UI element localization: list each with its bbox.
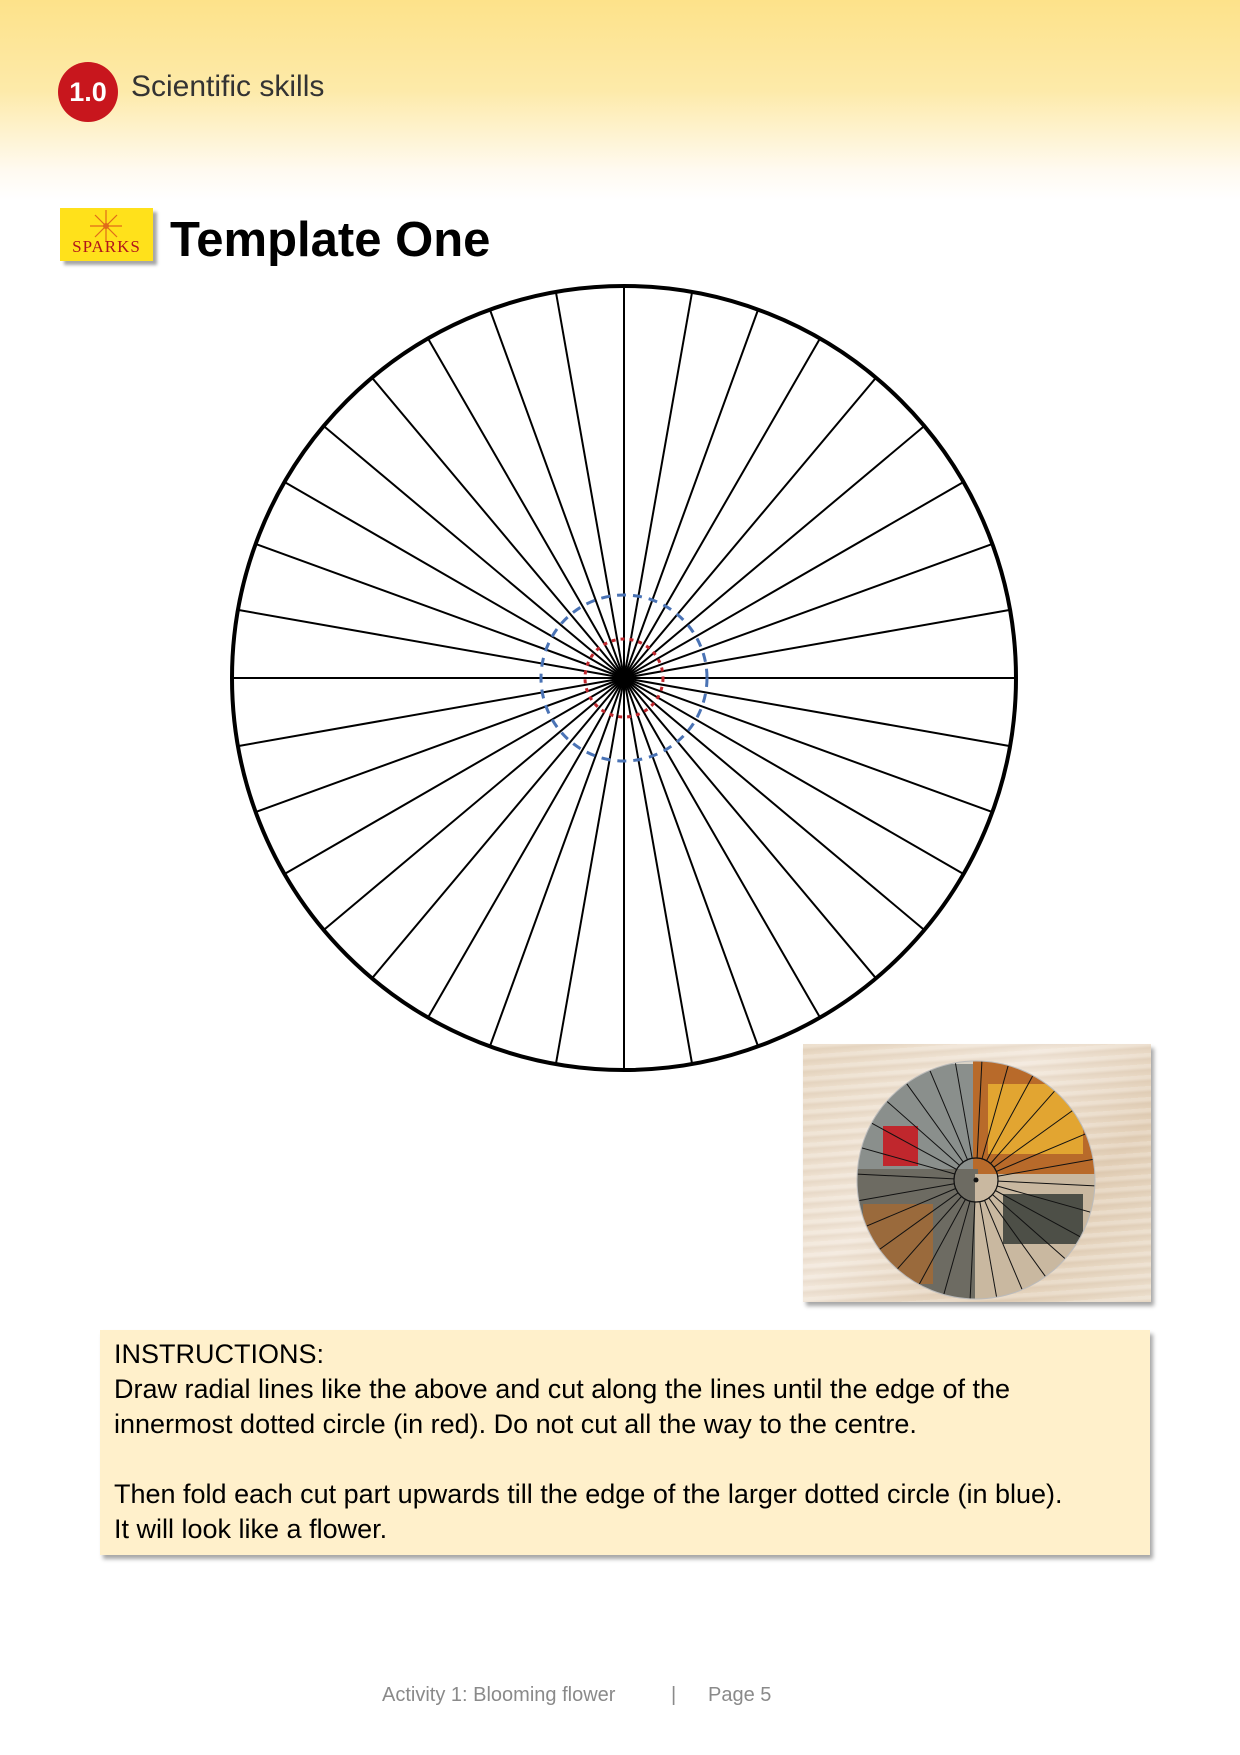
section-title: Scientific skills <box>131 70 325 103</box>
footer-activity: Activity 1: Blooming flower <box>382 1684 616 1706</box>
instructions-heading: INSTRUCTIONS: <box>114 1339 325 1369</box>
paper-flower-photo <box>803 1044 1151 1302</box>
logo-text: SPARKS <box>72 237 141 256</box>
radial-lines <box>232 286 1016 1070</box>
instructions-line: innermost dotted circle (in red). Do not cut all the way to the centre. <box>114 1409 917 1439</box>
footer-separator: | <box>671 1684 677 1706</box>
page-title: Template One <box>170 213 491 267</box>
photo-illustration <box>803 1044 1151 1302</box>
instructions-line: Then fold each cut part upwards till the edge of the larger dotted circle (in blue). <box>114 1479 1063 1509</box>
sparks-logo <box>60 208 153 261</box>
instructions-line: It will look like a flower. <box>114 1514 388 1544</box>
flower-template-diagram <box>0 260 1240 1090</box>
instructions-box <box>100 1330 1150 1555</box>
section-number-badge: 1.0 <box>58 62 118 122</box>
instructions-line: Draw radial lines like the above and cut along the lines until the edge of the <box>114 1374 1011 1404</box>
footer-page-number: Page 5 <box>708 1684 772 1706</box>
